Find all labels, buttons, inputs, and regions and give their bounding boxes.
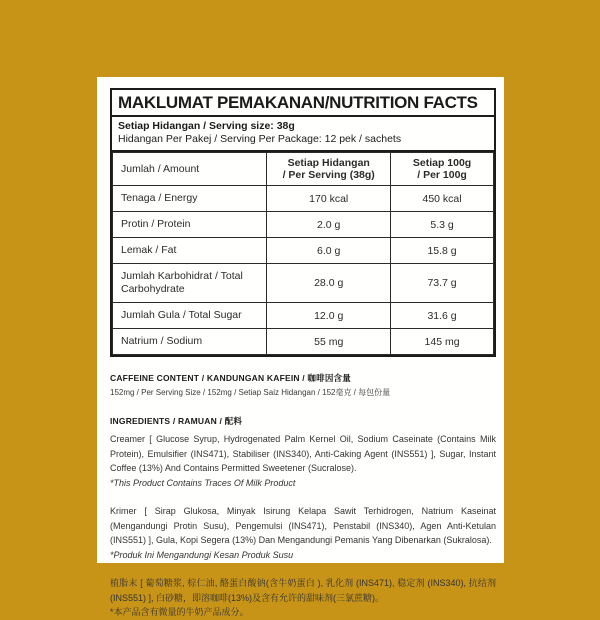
ingredients-chinese: 植脂末 [ 葡萄糖浆, 棕仁油, 酪蛋白酸钠(含牛奶蛋白 ), 乳化剂 (INS471), 稳定剂 (INS340), 抗结剂 (INS551) ], 白砂糖，即溶咖啡(13%)及含有允许的甜味剂(三氯蔗糖)。 [110,578,496,603]
nutrition-facts-title: MAKLUMAT PEMAKANAN/NUTRITION FACTS [112,90,494,117]
row-label: Lemak / Fat [113,238,267,264]
caffeine-section [110,372,496,398]
ingredients-malay: Krimer [ Sirap Glukosa, Minyak Isirung Kelapa Sawit Terhidrogen, Natrium Kaseinat (Mengandungi Protin Susu), Pengemulsi (INS471), Penstabil (INS340), Agen Anti-Ketulan (INS551) ], Gula, Kopi Segera (13%) Dan Mengandungi Pemanis Yang Dibenarkan (Sukralosa). [110,506,496,545]
column-header-per-100g: Setiap 100g / Per 100g [391,153,494,186]
row-value-per-serving: 2.0 g [267,212,391,238]
serving-info [112,117,494,152]
caffeine-heading: CAFFEINE CONTENT / KANDUNGAN KAFEIN / 咖啡因含量 [110,373,351,383]
caffeine-detail: 152mg / Per Serving Size / 152mg / Setiap Saiz Hidangan / 152毫克 / 每包份量 [110,388,391,397]
table-row [113,329,494,355]
row-value-per-100g: 15.8 g [391,238,494,264]
row-label: Jumlah Gula / Total Sugar [113,303,267,329]
row-value-per-serving: 55 mg [267,329,391,355]
ingredients-chinese-note: *本产品含有微量的牛奶产品成分。 [110,607,249,617]
ingredients-english: Creamer [ Glucose Syrup, Hydrogenated Palm Kernel Oil, Sodium Caseinate (Contains Milk Protein), Emulsifier (INS471), Stabiliser (INS340), Anti-Caking Agent (INS551) ], Sugar, Instant Coffee (13%) And Contains Permitted Sweetener (Sucralose). [110,434,496,473]
table-row [113,303,494,329]
row-label: Natrium / Sodium [113,329,267,355]
row-value-per-100g: 450 kcal [391,186,494,212]
table-row [113,264,494,303]
servings-per-package-line: Hidangan Per Pakej / Serving Per Package: 12 pek / sachets [118,133,402,145]
ingredients-english-note: *This Product Contains Traces Of Milk Product [110,477,296,488]
column-header-amount: Jumlah / Amount [113,153,267,186]
nutrition-facts-box [110,88,496,357]
row-value-per-serving: 6.0 g [267,238,391,264]
row-value-per-serving: 12.0 g [267,303,391,329]
table-header-row [113,153,494,186]
row-value-per-100g: 145 mg [391,329,494,355]
row-label: Tenaga / Energy [113,186,267,212]
row-value-per-serving: 170 kcal [267,186,391,212]
ingredients-section [110,415,496,620]
row-value-per-100g: 73.7 g [391,264,494,303]
row-value-per-100g: 5.3 g [391,212,494,238]
serving-size-line: Setiap Hidangan / Serving size: 38g [118,120,295,132]
nutrition-label-card [97,77,504,617]
row-value-per-serving: 28.0 g [267,264,391,303]
column-header-per-serving: Setiap Hidangan / Per Serving (38g) [267,153,391,186]
ingredients-malay-note: *Produk Ini Mengandungi Kesan Produk Susu [110,549,294,560]
table-row [113,212,494,238]
ingredients-heading: INGREDIENTS / RAMUAN / 配料 [110,416,243,426]
row-value-per-100g: 31.6 g [391,303,494,329]
row-label: Jumlah Karbohidrat / Total Carbohydrate [113,264,267,303]
table-row [113,238,494,264]
table-row [113,186,494,212]
row-label: Protin / Protein [113,212,267,238]
nutrition-table [112,152,494,355]
